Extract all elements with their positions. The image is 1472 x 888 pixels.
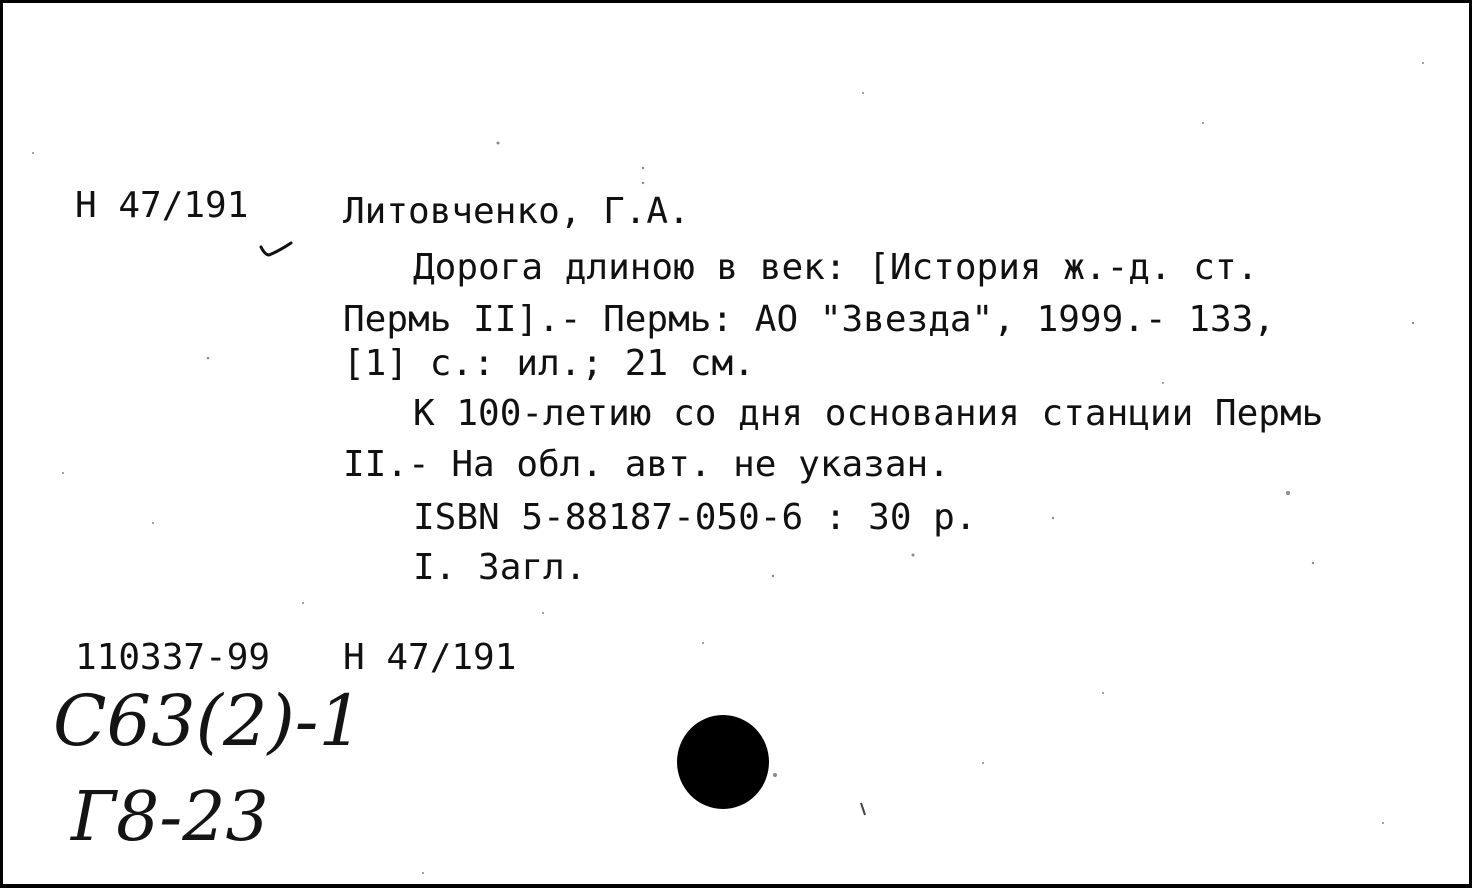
shelfmark-repeat: Н 47/191 xyxy=(343,637,517,678)
description-line: Пермь II].- Пермь: АО "Звезда", 1999.- 133, xyxy=(343,299,1275,340)
handwritten-classification: С63(2)-1 xyxy=(53,680,363,762)
description-line: Дорога длиною в век: [История ж.-д. ст. xyxy=(413,247,1259,288)
note-line: II.- На обл. авт. не указан. xyxy=(343,444,950,485)
handwritten-author-mark: Г8-23 xyxy=(71,778,269,857)
punch-hole xyxy=(677,715,769,809)
note-line: К 100-летию со дня основания станции Пермь xyxy=(413,393,1324,434)
isbn-line: ISBN 5-88187-050-6 : 30 р. xyxy=(413,497,977,538)
description-line: [1] с.: ил.; 21 см. xyxy=(343,343,755,384)
author-heading: Литовченко, Г.А. xyxy=(343,191,690,232)
title-entry-line: I. Загл. xyxy=(413,547,587,588)
check-mark-icon xyxy=(259,241,295,263)
accession-number: 110337-99 xyxy=(75,637,271,678)
shelfmark: Н 47/191 xyxy=(75,185,249,226)
